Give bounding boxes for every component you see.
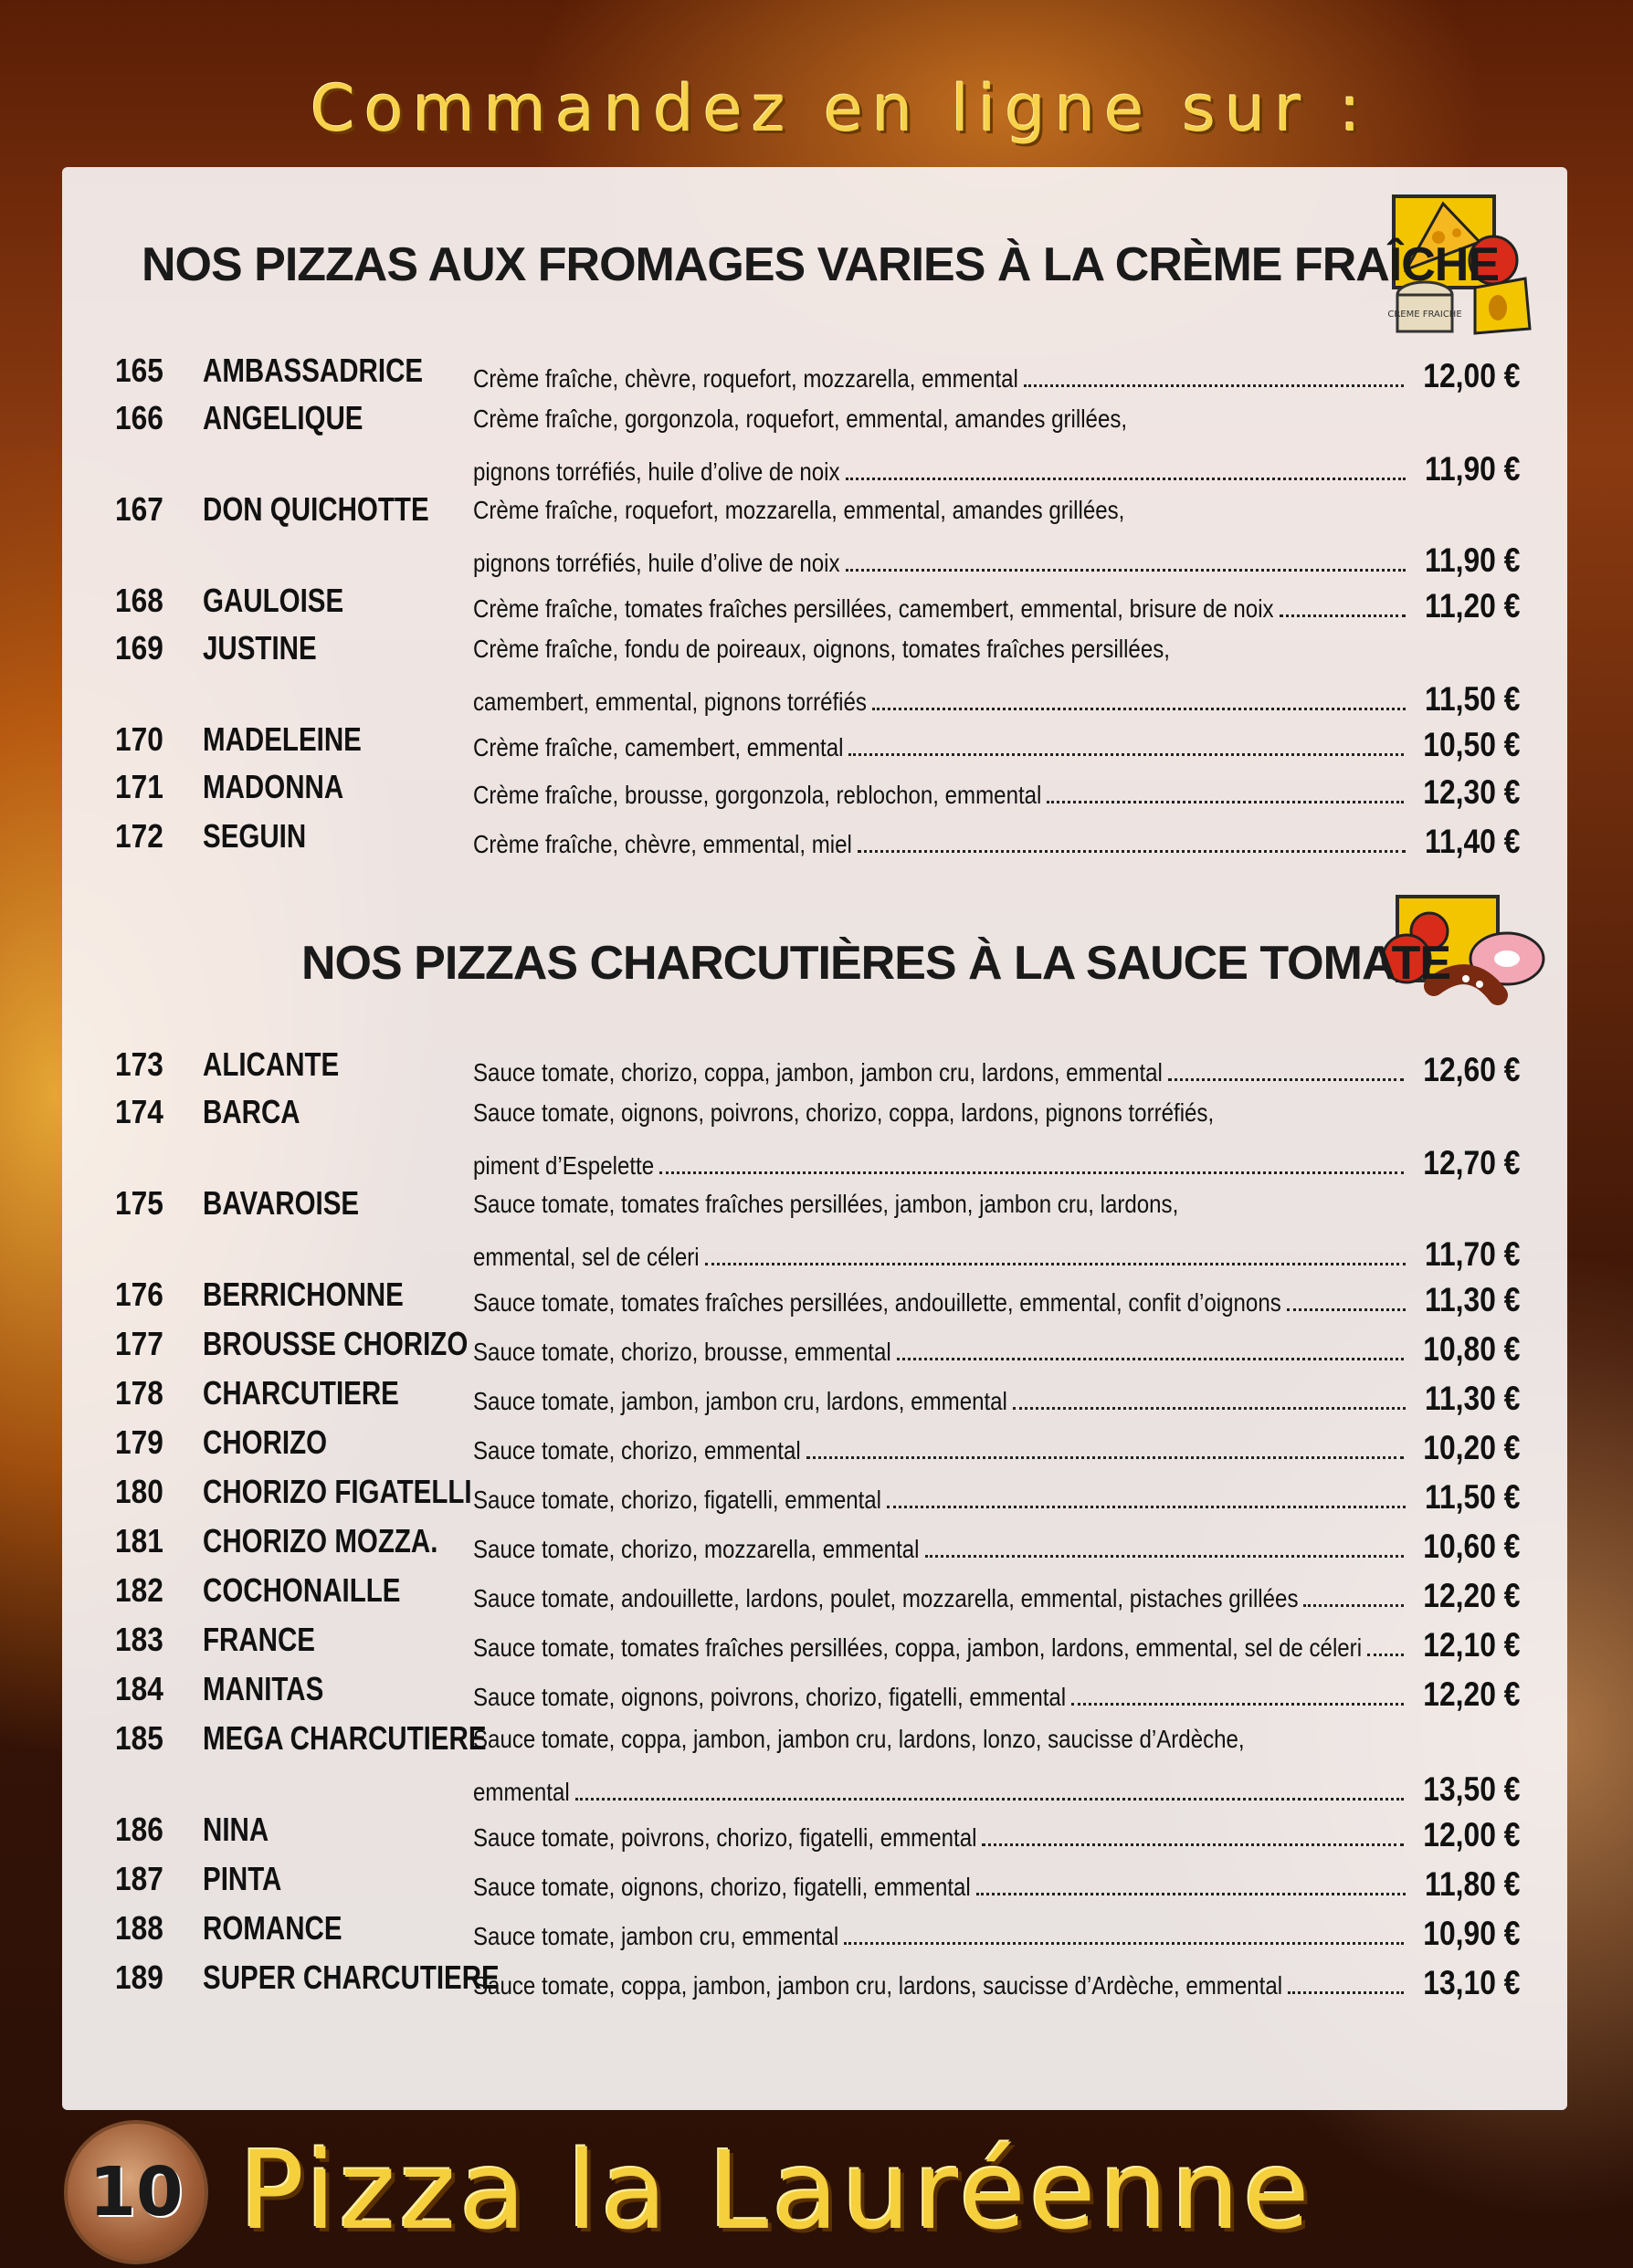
item-description: Crème fraîche, camembert, emmental bbox=[473, 733, 844, 761]
item-price: 11,50 € bbox=[1424, 680, 1520, 718]
item-number: 180 bbox=[115, 1473, 163, 1510]
item-price: 11,20 € bbox=[1424, 587, 1520, 625]
item-name: CHORIZO MOZZA. bbox=[203, 1522, 438, 1559]
item-price: 12,20 € bbox=[1422, 1675, 1520, 1713]
dot-leader bbox=[1013, 1407, 1406, 1410]
item-price: 11,90 € bbox=[1424, 541, 1520, 579]
item-price: 12,30 € bbox=[1422, 773, 1520, 811]
item-description-line bbox=[473, 450, 1520, 488]
item-number: 165 bbox=[115, 352, 163, 389]
menu-item bbox=[115, 1958, 1522, 2004]
item-description: Sauce tomate, poivrons, chorizo, figatelli, emmental bbox=[473, 1823, 977, 1852]
item-name: FRANCE bbox=[203, 1621, 315, 1658]
item-description-line bbox=[473, 1281, 1520, 1319]
item-name: BERRICHONNE bbox=[203, 1276, 404, 1313]
item-name: ROMANCE bbox=[203, 1909, 342, 1947]
dot-leader bbox=[982, 1843, 1403, 1846]
item-description-line bbox=[473, 1144, 1520, 1182]
menu-item bbox=[115, 352, 1522, 397]
item-description: Sauce tomate, jambon, jambon cru, lardons, emmental bbox=[473, 1387, 1007, 1415]
item-number: 179 bbox=[115, 1423, 163, 1461]
item-description: Sauce tomate, tomates fraîches persillées, coppa, jambon, lardons, emmental, sel de céleri bbox=[473, 1633, 1363, 1662]
item-description: Sauce tomate, chorizo, mozzarella, emmental bbox=[473, 1535, 920, 1563]
item-name: CHORIZO FIGATELLI bbox=[203, 1473, 472, 1510]
item-description-line bbox=[473, 1725, 1520, 1754]
item-description: Sauce tomate, jambon cru, emmental bbox=[473, 1922, 839, 1950]
dot-leader bbox=[1367, 1654, 1403, 1656]
item-price: 12,00 € bbox=[1422, 357, 1520, 394]
item-number: 172 bbox=[115, 817, 163, 855]
item-price: 12,70 € bbox=[1422, 1144, 1520, 1181]
item-name: COCHONAILLE bbox=[203, 1571, 401, 1609]
section-title-charcutieres: NOS PIZZAS CHARCUTIÈRES À LA SAUCE TOMATE bbox=[301, 937, 1451, 990]
dot-leader bbox=[575, 1798, 1404, 1801]
menu-item bbox=[115, 1621, 1522, 1666]
item-name: PINTA bbox=[203, 1860, 282, 1897]
dot-leader bbox=[1303, 1604, 1403, 1607]
item-description: Crème fraîche, brousse, gorgonzola, reblochon, emmental bbox=[473, 781, 1042, 809]
item-price: 10,80 € bbox=[1422, 1330, 1520, 1368]
item-description: Sauce tomate, oignons, poivrons, chorizo, figatelli, emmental bbox=[473, 1683, 1067, 1711]
item-number: 185 bbox=[115, 1719, 163, 1757]
dot-leader bbox=[659, 1171, 1403, 1174]
dot-leader bbox=[844, 1942, 1403, 1945]
item-price: 10,50 € bbox=[1422, 726, 1520, 763]
menu-item bbox=[115, 1276, 1522, 1321]
menu-item bbox=[115, 399, 1522, 490]
dot-leader bbox=[1280, 614, 1406, 617]
menu-item bbox=[115, 768, 1522, 814]
menu-item bbox=[115, 1909, 1522, 1955]
item-description-line bbox=[473, 1577, 1520, 1615]
item-description: Sauce tomate, oignons, chorizo, figatelli, emmental bbox=[473, 1873, 971, 1901]
item-number: 167 bbox=[115, 490, 163, 528]
section-title-fromages: NOS PIZZAS AUX FROMAGES VARIES À LA CRÈME FRAÎCHE bbox=[142, 238, 1500, 291]
menu-item bbox=[115, 1571, 1522, 1617]
item-number: 166 bbox=[115, 399, 163, 436]
item-description: Sauce tomate, andouillette, lardons, poulet, mozzarella, emmental, pistaches grillées bbox=[473, 1584, 1299, 1612]
dot-leader bbox=[848, 753, 1403, 756]
item-number: 170 bbox=[115, 720, 163, 758]
item-description: pignons torréfiés, huile d’olive de noix bbox=[473, 549, 840, 577]
item-price: 11,30 € bbox=[1424, 1281, 1520, 1318]
item-name: NINA bbox=[203, 1811, 269, 1848]
item-price: 11,30 € bbox=[1424, 1380, 1520, 1417]
item-description-line bbox=[473, 1626, 1520, 1664]
item-name: MADONNA bbox=[203, 768, 344, 805]
menu-item bbox=[115, 1045, 1522, 1091]
item-description: Sauce tomate, coppa, jambon, jambon cru, lardons, lonzo, saucisse d’Ardèche, bbox=[473, 1725, 1245, 1753]
dot-leader bbox=[806, 1456, 1404, 1459]
item-description-line bbox=[473, 1528, 1520, 1566]
page-number-badge bbox=[64, 2120, 208, 2264]
item-description-line bbox=[473, 1770, 1520, 1809]
menu-item bbox=[115, 1522, 1522, 1568]
dot-leader bbox=[1071, 1703, 1403, 1706]
dot-leader bbox=[872, 708, 1406, 710]
menu-item bbox=[115, 1860, 1522, 1906]
item-name: CHARCUTIERE bbox=[203, 1374, 399, 1412]
item-description: Crème fraîche, fondu de poireaux, oignons, tomates fraîches persillées, bbox=[473, 635, 1170, 663]
menu-item bbox=[115, 629, 1522, 720]
item-name: AMBASSADRICE bbox=[203, 352, 424, 389]
dot-leader bbox=[1287, 1308, 1406, 1311]
order-online-banner: Commandez en ligne sur : bbox=[311, 71, 1370, 146]
item-price: 12,20 € bbox=[1422, 1577, 1520, 1614]
item-name: ANGELIQUE bbox=[203, 399, 363, 436]
item-name: MEGA CHARCUTIERE bbox=[203, 1719, 487, 1757]
item-number: 182 bbox=[115, 1571, 163, 1609]
item-price: 11,50 € bbox=[1424, 1478, 1520, 1516]
item-number: 173 bbox=[115, 1045, 163, 1083]
item-number: 181 bbox=[115, 1522, 163, 1559]
item-number: 188 bbox=[115, 1909, 163, 1947]
item-description-line bbox=[473, 1964, 1520, 2002]
item-price: 11,70 € bbox=[1424, 1235, 1520, 1273]
item-description: emmental, sel de céleri bbox=[473, 1243, 700, 1271]
item-number: 171 bbox=[115, 768, 163, 805]
menu-item bbox=[115, 1473, 1522, 1518]
item-description: Sauce tomate, chorizo, coppa, jambon, jambon cru, lardons, emmental bbox=[473, 1058, 1163, 1087]
item-description: Crème fraîche, roquefort, mozzarella, emmental, amandes grillées, bbox=[473, 496, 1125, 524]
item-description-line bbox=[473, 541, 1520, 580]
item-description: Crème fraîche, gorgonzola, roquefort, emmental, amandes grillées, bbox=[473, 404, 1128, 433]
dot-leader bbox=[1024, 384, 1404, 387]
menu-item bbox=[115, 1184, 1522, 1276]
item-description-line bbox=[473, 404, 1520, 434]
item-description-line bbox=[473, 587, 1520, 625]
item-description: Crème fraîche, chèvre, roquefort, mozzarella, emmental bbox=[473, 364, 1018, 393]
item-name: BROUSSE CHORIZO bbox=[203, 1325, 469, 1362]
item-name: BARCA bbox=[203, 1093, 300, 1130]
item-number: 183 bbox=[115, 1621, 163, 1658]
item-number: 184 bbox=[115, 1670, 163, 1707]
dot-leader bbox=[846, 478, 1406, 480]
item-number: 178 bbox=[115, 1374, 163, 1412]
item-description-line bbox=[473, 1098, 1520, 1128]
dot-leader bbox=[846, 569, 1406, 572]
item-price: 12,60 € bbox=[1422, 1051, 1520, 1088]
item-description-line bbox=[473, 1816, 1520, 1854]
item-price: 10,90 € bbox=[1422, 1915, 1520, 1952]
dot-leader bbox=[705, 1263, 1406, 1265]
item-name: DON QUICHOTTE bbox=[203, 490, 429, 528]
menu-item bbox=[115, 1811, 1522, 1856]
item-description: Sauce tomate, chorizo, figatelli, emmental bbox=[473, 1486, 882, 1514]
dot-leader bbox=[976, 1893, 1406, 1895]
item-description-line bbox=[473, 357, 1520, 395]
item-description-line bbox=[473, 680, 1520, 719]
item-number: 186 bbox=[115, 1811, 163, 1848]
item-description: pignons torréfiés, huile d’olive de noix bbox=[473, 457, 840, 486]
item-description-line bbox=[473, 1429, 1520, 1467]
item-name: MADELEINE bbox=[203, 720, 362, 758]
item-description: Sauce tomate, tomates fraîches persillées, andouillette, emmental, confit d’oignons bbox=[473, 1288, 1281, 1317]
item-name: BAVAROISE bbox=[203, 1184, 360, 1222]
item-description-line bbox=[473, 773, 1520, 812]
item-price: 13,10 € bbox=[1422, 1964, 1520, 2001]
item-description-line bbox=[473, 1330, 1520, 1369]
item-description-line bbox=[473, 1190, 1520, 1219]
menu-item bbox=[115, 1093, 1522, 1184]
item-description-line bbox=[473, 823, 1520, 861]
item-description-line bbox=[473, 1235, 1520, 1274]
item-description-line bbox=[473, 726, 1520, 764]
item-name: MANITAS bbox=[203, 1670, 324, 1707]
menu-item bbox=[115, 1423, 1522, 1469]
item-description: Crème fraîche, tomates fraîches persillées, camembert, emmental, brisure de noix bbox=[473, 594, 1274, 623]
menu-item bbox=[115, 817, 1522, 863]
item-description-line bbox=[473, 635, 1520, 664]
item-description-line bbox=[473, 1478, 1520, 1517]
item-description: Sauce tomate, coppa, jambon, jambon cru, lardons, saucisse d’Ardèche, emmental bbox=[473, 1971, 1283, 2000]
page-number: 10 bbox=[89, 2153, 184, 2231]
item-description: Sauce tomate, chorizo, emmental bbox=[473, 1436, 801, 1465]
menu-item bbox=[115, 1374, 1522, 1420]
dot-leader bbox=[887, 1506, 1406, 1508]
item-description-line bbox=[473, 1051, 1520, 1089]
item-description-line bbox=[473, 1380, 1520, 1418]
menu-item bbox=[115, 582, 1522, 627]
item-price: 11,40 € bbox=[1424, 823, 1520, 860]
item-price: 10,60 € bbox=[1422, 1528, 1520, 1565]
item-number: 168 bbox=[115, 582, 163, 619]
menu-item bbox=[115, 490, 1522, 582]
item-price: 12,10 € bbox=[1422, 1626, 1520, 1664]
dot-leader bbox=[858, 850, 1406, 853]
menu-item bbox=[115, 1670, 1522, 1716]
item-description-line bbox=[473, 1915, 1520, 1953]
item-name: ALICANTE bbox=[203, 1045, 340, 1083]
dot-leader bbox=[1047, 801, 1403, 803]
item-description-line bbox=[473, 1865, 1520, 1904]
menu-item bbox=[115, 1719, 1522, 1811]
item-price: 12,00 € bbox=[1422, 1816, 1520, 1853]
item-name: CHORIZO bbox=[203, 1423, 328, 1461]
svg-text:CREME FRAICHE: CREME FRAICHE bbox=[1388, 310, 1462, 320]
item-number: 177 bbox=[115, 1325, 163, 1362]
brand-title: Pizza la Lauréenne bbox=[239, 2127, 1313, 2253]
item-description: Sauce tomate, tomates fraîches persillées, jambon, jambon cru, lardons, bbox=[473, 1190, 1179, 1218]
menu-item bbox=[115, 1325, 1522, 1370]
item-price: 11,80 € bbox=[1424, 1865, 1520, 1903]
item-name: JUSTINE bbox=[203, 629, 317, 667]
item-description-line bbox=[473, 496, 1520, 525]
dot-leader bbox=[1168, 1078, 1404, 1081]
item-number: 187 bbox=[115, 1860, 163, 1897]
item-description: camembert, emmental, pignons torréfiés bbox=[473, 688, 867, 716]
dot-leader bbox=[925, 1555, 1404, 1558]
item-number: 176 bbox=[115, 1276, 163, 1313]
item-description: Crème fraîche, chèvre, emmental, miel bbox=[473, 830, 852, 858]
item-number: 174 bbox=[115, 1093, 163, 1130]
item-name: SUPER CHARCUTIERE bbox=[203, 1958, 500, 1996]
item-price: 11,90 € bbox=[1424, 450, 1520, 488]
item-description: emmental bbox=[473, 1778, 570, 1806]
item-name: SEGUIN bbox=[203, 817, 307, 855]
dot-leader bbox=[1288, 1991, 1403, 1994]
item-number: 175 bbox=[115, 1184, 163, 1222]
dot-leader bbox=[897, 1358, 1404, 1360]
item-description-line bbox=[473, 1675, 1520, 1714]
item-price: 10,20 € bbox=[1422, 1429, 1520, 1466]
item-price: 13,50 € bbox=[1422, 1770, 1520, 1808]
item-description: piment d’Espelette bbox=[473, 1151, 655, 1180]
item-number: 189 bbox=[115, 1958, 163, 1996]
item-number: 169 bbox=[115, 629, 163, 667]
item-description: Sauce tomate, chorizo, brousse, emmental bbox=[473, 1338, 891, 1366]
menu-item bbox=[115, 720, 1522, 766]
item-name: GAULOISE bbox=[203, 582, 344, 619]
item-description: Sauce tomate, oignons, poivrons, chorizo, coppa, lardons, pignons torréfiés, bbox=[473, 1098, 1215, 1127]
